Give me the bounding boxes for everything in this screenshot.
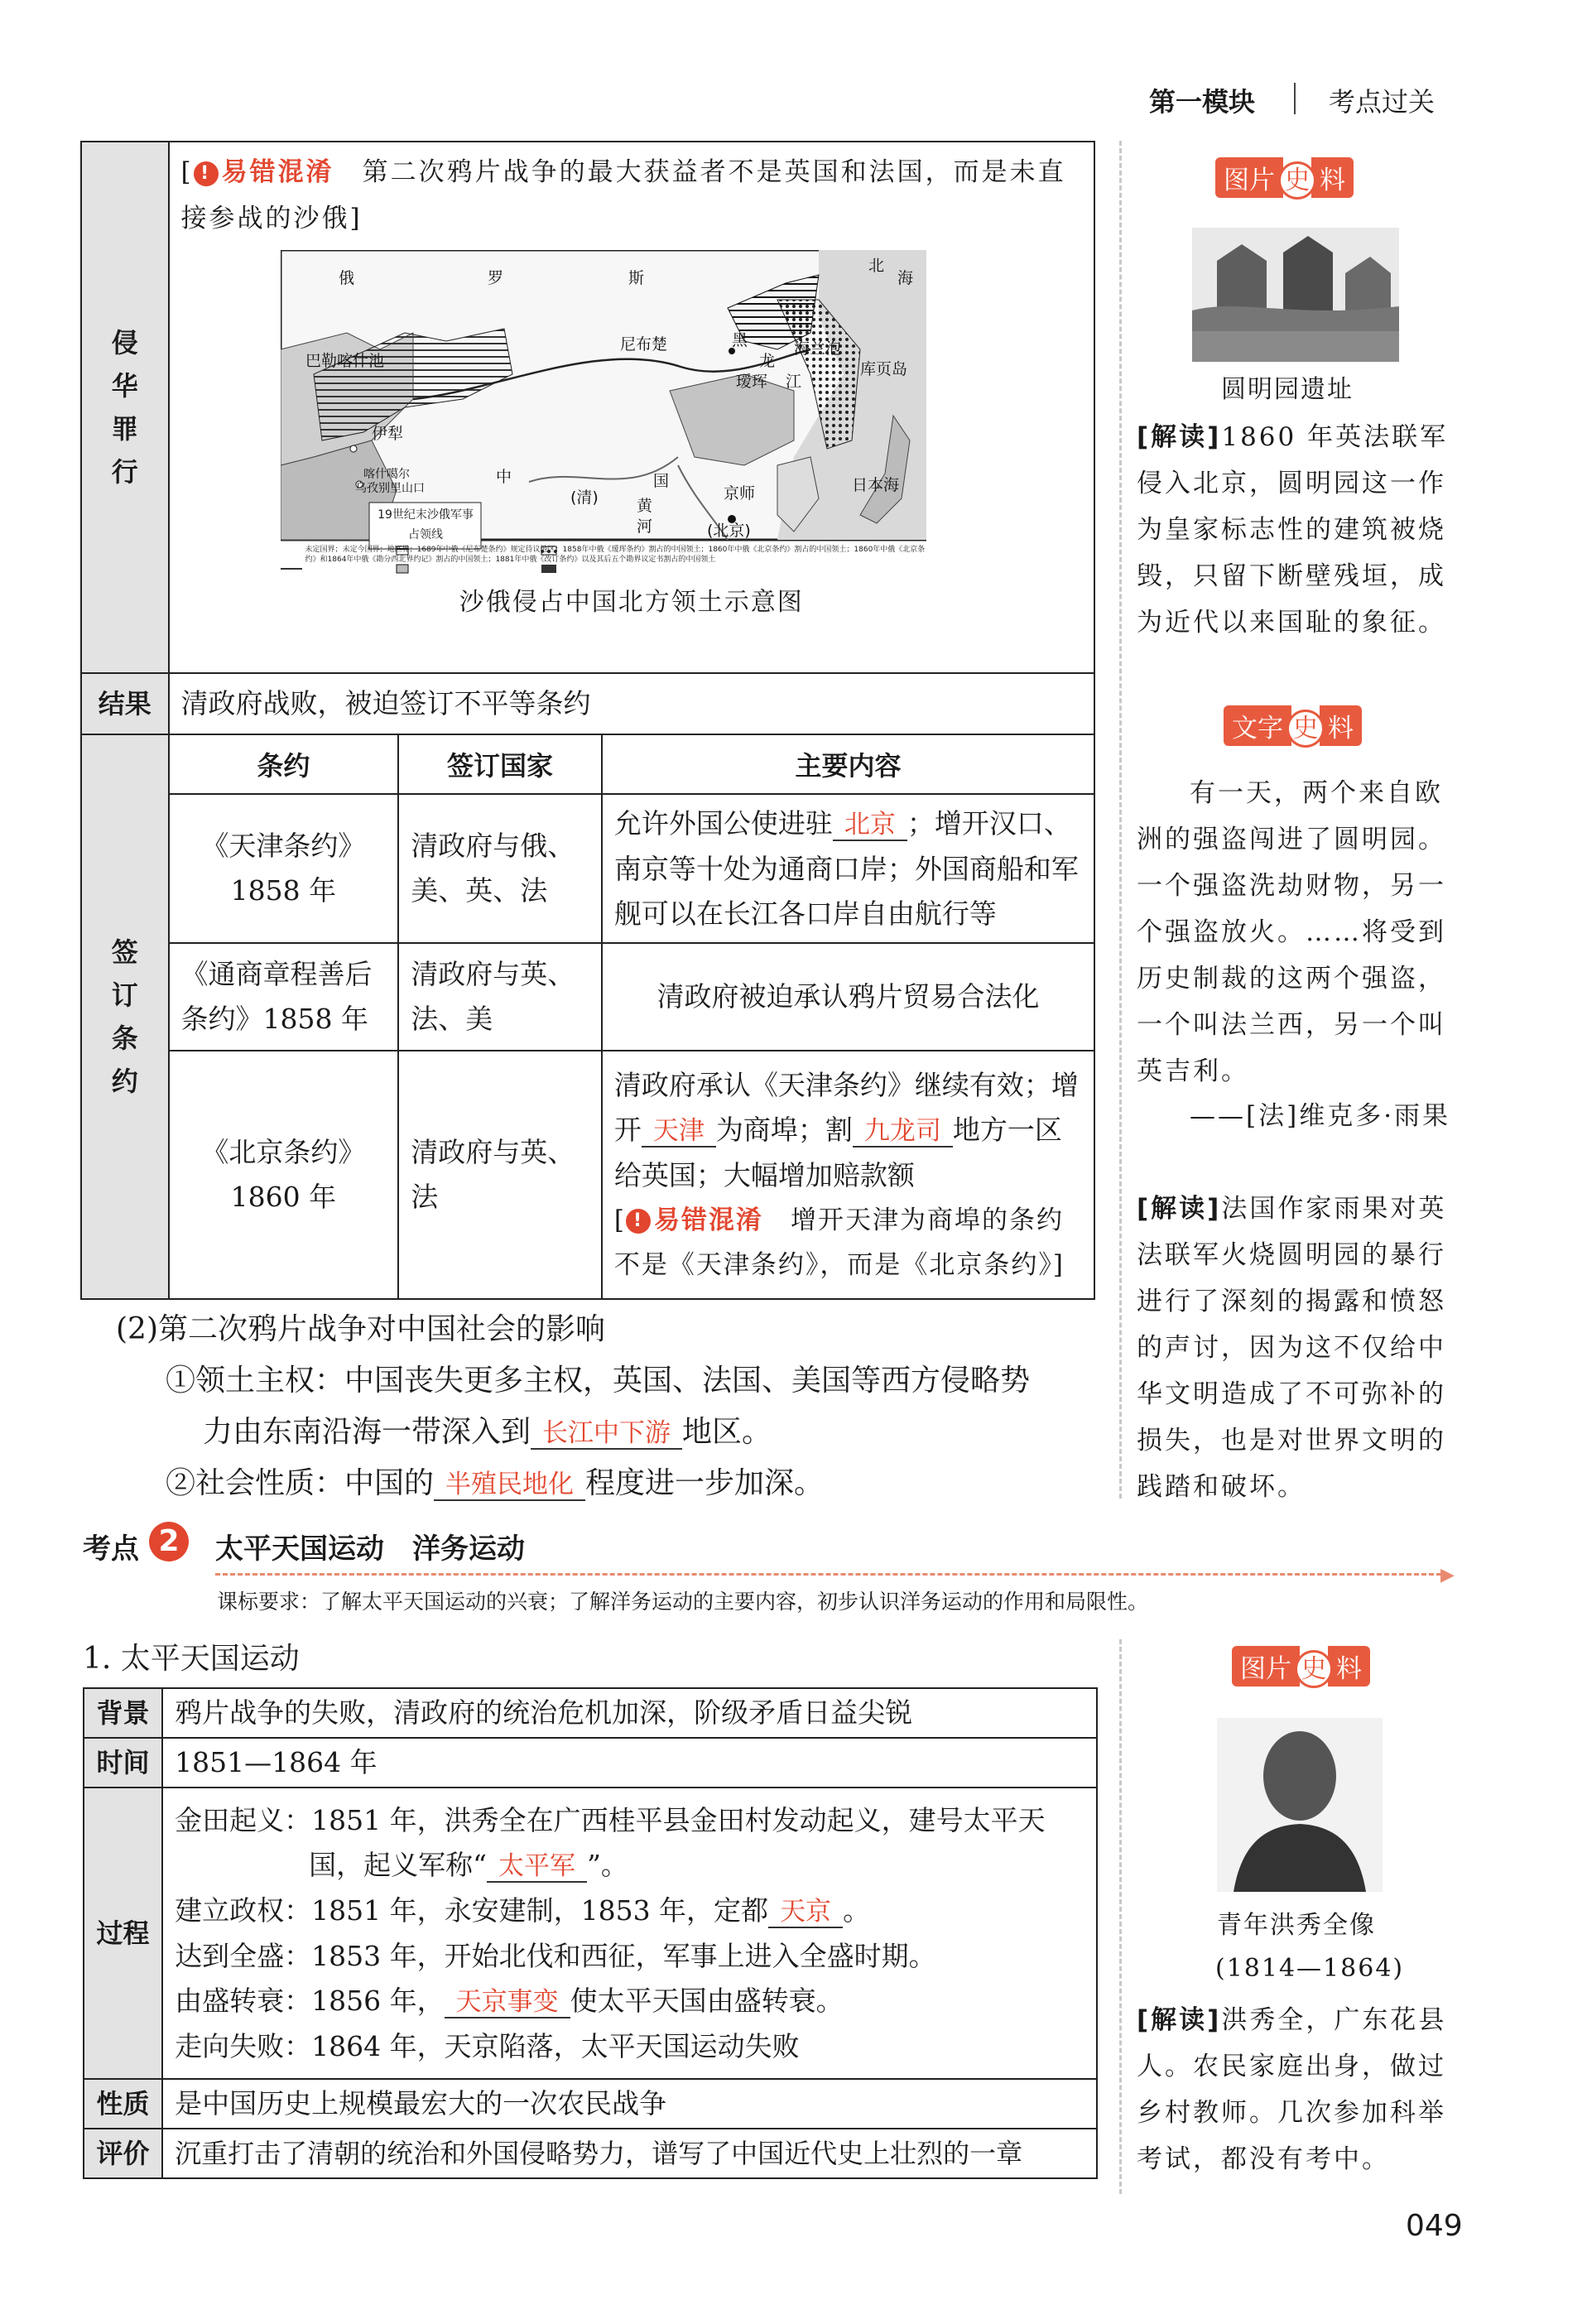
map-label: 黄 <box>636 497 652 515</box>
txt1-source: ——[法]维克多·雨果 <box>1190 1101 1451 1131</box>
blank-answer: 长江中下游 <box>531 1418 682 1450</box>
col-parties: 签订国家 <box>398 734 602 794</box>
text-badge: 文字 史 料 <box>1224 705 1362 748</box>
treaty-content: 允许外国公使进驻 北京 ；增开汉口、南京等十处为通商口岸；外国商船和军舰可以在长江各口岸自由航行等 <box>602 794 1094 943</box>
pic1-caption: 圆明园遗址 <box>1221 375 1354 404</box>
map-label: 龙 <box>758 352 775 370</box>
treaty-warn: [ ! 易错混淆 增开天津为商埠的条约不是《天津条约》，而是《北京条约》] <box>613 1205 1065 1280</box>
pic2-caption: 青年洪秀全像 <box>1217 1911 1376 1940</box>
hong-xiuquan-portrait <box>1217 1718 1383 1892</box>
map-label: 尼布楚 <box>619 335 667 354</box>
russia-occupation-map <box>281 250 926 578</box>
treaty-label: 签订条约 <box>81 734 169 1299</box>
blank-answer: 北京 <box>833 810 907 841</box>
map-label: 斯 <box>628 269 644 287</box>
nature-text: 是中国历史上规模最宏大的一次农民战争 <box>162 2079 1097 2129</box>
treaty-parties: 清政府与英、法、美 <box>398 943 602 1051</box>
kaodian-requirement: 课标要求：了解太平天国运动的兴衰；了解洋务运动的主要内容，初步认识洋务运动的作用和局限性。 <box>217 1590 1149 1614</box>
war-table <box>80 141 1095 1300</box>
map-label: 库页岛 <box>859 360 907 378</box>
map-label: (清) <box>570 488 599 507</box>
kaodian-prefix: 考点 <box>83 1532 139 1566</box>
table-row <box>81 1051 1094 1299</box>
table-row <box>81 794 1094 943</box>
map-label: 俄 <box>338 269 354 287</box>
blank-answer: 天京事变 <box>445 1987 570 2018</box>
arrow-icon: ▶ <box>1440 1565 1455 1585</box>
treaty-name: 《天津条约》 1858 年 <box>169 794 399 943</box>
taiping-title: 1. 太平天国运动 <box>83 1642 300 1676</box>
section-title: 考点过关 <box>1329 86 1436 118</box>
map-caption: 沙俄侵占中国北方领土示意图 <box>459 588 804 617</box>
txt1-quote: 有一天，两个来自欧洲的强盗闯进了圆明园。一个强盗洗劫财物，另一个强盗放火。……将受到历史制裁的这两个强盗，一个叫法兰西，另一个叫英吉利。 <box>1137 778 1446 1086</box>
pic2-reading: [解读]洪秀全，广东花县人。农民家庭出身，做过乡村教师。几次参加科举考试，都没有考中。 <box>1137 2005 1447 2174</box>
impact-p2: ②社会性质：中国的 半殖民地化 程度进一步加深。 <box>166 1466 825 1500</box>
column-divider <box>1119 141 1122 1499</box>
nature-label: 性质 <box>84 2079 162 2129</box>
pic1-reading: [解读]1860 年英法联军侵入北京，圆明园这一作为皇家标志性的建筑被烧毁，只留下断壁残垣，成为近代以来国耻的象征。 <box>1137 422 1449 638</box>
treaty-parties: 清政府与俄、美、英、法 <box>398 794 602 943</box>
map-label: 河 <box>636 517 652 536</box>
map-label: 江 <box>785 373 801 391</box>
col-content: 主要内容 <box>602 734 1094 794</box>
treaty-name: 《北京条约》 1860 年 <box>169 1051 399 1299</box>
treaty-name: 《通商章程善后条约》1858 年 <box>169 943 399 1051</box>
blank-answer: 太平军 <box>487 1851 587 1883</box>
txt1-reading: [解读]法国作家雨果对英法联军火烧圆明园的暴行进行了深刻的揭露和愤怒的声讨，因为这不仅给中华文明造成了不可弥补的损失，也是对世界文明的践踏和破坏。 <box>1137 1194 1447 1502</box>
invasion-cell <box>169 142 1094 673</box>
kaodian-title: 太平天国运动 洋务运动 <box>215 1532 525 1566</box>
col-treaty: 条约 <box>169 734 399 794</box>
map-label: (北京) <box>706 522 751 540</box>
treaty-parties: 清政府与英、法 <box>398 1051 602 1299</box>
eval-text: 沉重打击了清朝的统治和外国侵略势力，谱写了中国近代史上壮烈的一章 <box>162 2129 1097 2178</box>
impact-p1b: 力由东南沿海一带深入到 长江中下游 地区。 <box>203 1415 772 1449</box>
map-label: 巴勒喀什池 <box>305 352 384 370</box>
map-label: 罗 <box>487 269 503 287</box>
blank-answer: 九龙司 <box>853 1116 953 1148</box>
column-divider <box>1119 1639 1122 2194</box>
blank-answer: 半殖民地化 <box>434 1470 585 1501</box>
map-label: 乌孜别里山口 <box>354 482 425 495</box>
map-label: 日本海 <box>851 476 899 494</box>
map-label: 京师 <box>723 484 755 503</box>
bg-label: 背景 <box>84 1688 162 1738</box>
result-label: 结果 <box>81 673 169 734</box>
warn-icon: ! <box>626 1209 651 1234</box>
module-title: 第一模块 <box>1149 86 1256 118</box>
map-label: 北 <box>868 257 884 275</box>
map-label: 海 <box>897 269 913 287</box>
map-label: 喀什噶尔 <box>363 468 410 481</box>
blank-answer: 天京 <box>768 1897 843 1928</box>
map-label: 19世纪末沙俄军事占领线 <box>377 508 474 541</box>
time-text: 1851—1864 年 <box>162 1738 1097 1788</box>
table-row <box>81 943 1094 1051</box>
map-label: 瑷珲 <box>735 373 767 391</box>
header-divider <box>1294 83 1296 114</box>
pic-badge: 图片 史 料 <box>1232 1646 1370 1688</box>
proc-label: 过程 <box>84 1788 162 2079</box>
taiping-table <box>83 1687 1098 2179</box>
yuanmingyuan-photo <box>1192 228 1399 362</box>
bg-text: 鸦片战争的失败，清政府的统治危机加深，阶级矛盾日益尖锐 <box>162 1688 1097 1738</box>
page-number: 049 <box>1406 2209 1463 2243</box>
treaty-content: 清政府承认《天津条约》继续有效；增开 天津 为商埠；割 九龙司 地方一区给英国；大幅增加赔款额 [ ! 易错混淆 增开天津为商埠的条约不是《天津条约》，而是《北京条约》] <box>602 1051 1094 1299</box>
blank-answer: 天津 <box>642 1116 716 1148</box>
time-label: 时间 <box>84 1738 162 1788</box>
kaodian-divider <box>215 1573 1449 1576</box>
map-label: 海兰泡 <box>793 339 841 358</box>
pic2-years: (1814—1864) <box>1215 1954 1405 1983</box>
result-text: 清政府战败，被迫签订不平等条约 <box>169 673 1094 734</box>
map-label: 黑 <box>731 331 748 349</box>
map-label: 中 <box>495 468 512 486</box>
map-legend: 未定国界；未定今国界；地区界；1689年中俄《尼布楚条约》规定待议地区；1858年中俄《瑷珲条约》割占的中国领土；1860年中俄《北京条约》割占的中国领土；1860年中俄《北京条约》和1864年中俄《勘分西北界约记》割占的中国领土；1881年中俄《改订条约》以及其后五个勘界议定书割占的中国领土 <box>305 546 926 564</box>
eval-label: 评价 <box>84 2129 162 2178</box>
map-label: 国 <box>652 472 669 490</box>
pic-badge: 图片 史 料 <box>1215 157 1354 200</box>
impact-title: (2)第二次鸦片战争对中国社会的影响 <box>116 1312 605 1346</box>
invasion-warn: [ ! 易错混淆 第二次鸦片战争的最大获益者不是英国和法国，而是未直接参战的沙俄] <box>180 157 1066 233</box>
proc-text: 金田起义：1851 年，洪秀全在广西桂平县金田村发动起义，建号太平天 国，起义军称“ 太平军 ”。 建立政权：1851 年，永安建制，1853 年，定都 天京 。 达到全盛：1853 年，开始北伐和西征，军事上进入全盛时期。 由盛转衰：1856 年， 天京事变 使太平天国由盛转衰。 走向失败：1864 年，天京陷落，太平天国运动失败 <box>162 1788 1097 2079</box>
warn-icon: ! <box>194 161 219 186</box>
invasion-label: 侵华罪行 <box>81 142 169 673</box>
impact-p1a: ①领土主权：中国丧失更多主权，英国、法国、美国等西方侵略势 <box>166 1364 1031 1398</box>
kaodian-number: 2 <box>149 1522 189 1561</box>
map-label: 伊犁 <box>371 425 403 443</box>
treaty-content: 清政府被迫承认鸦片贸易合法化 <box>602 943 1094 1051</box>
